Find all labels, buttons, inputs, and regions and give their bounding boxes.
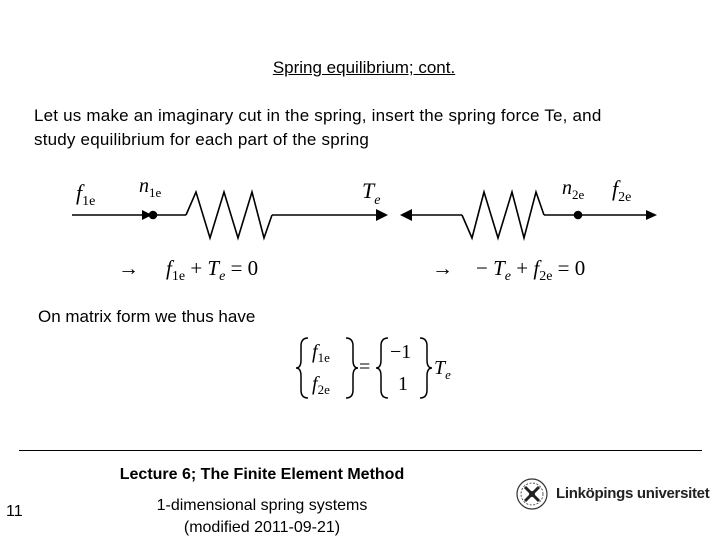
lhs-left-brace: [296, 338, 308, 398]
footer-subtitle-line-2: (modified 2011-09-21): [183, 519, 341, 536]
right-force-label: $f_{2e}$: [612, 176, 632, 205]
intro-line-1: Let us make an imaginary cut in the spring, insert the spring force Te, and: [34, 106, 602, 125]
matrix-intro-text: On matrix form we thus have: [38, 307, 256, 326]
rhs-multiplier: $T_e$: [434, 357, 451, 382]
left-spring-zigzag: [186, 192, 272, 238]
slide-title: Spring equilibrium; cont.: [272, 58, 456, 77]
spring-force-label: $T_e$: [362, 178, 381, 208]
footer-lecture-title: Lecture 6; The Finite Element Method: [119, 466, 405, 483]
intro-line-2: study equilibrium for each part of the spring: [34, 130, 370, 149]
right-spring-zigzag: [462, 192, 544, 238]
spring-force-arrowhead: [376, 209, 388, 221]
rhs-right-brace: [420, 338, 432, 398]
right-node-label: $n_{2e}$: [562, 177, 585, 202]
right-force-arrowhead: [646, 210, 657, 220]
page-number: 11: [6, 503, 23, 520]
equation-left-part: $f_{1e} + T_e = 0$: [166, 256, 259, 284]
footer-divider: [19, 450, 702, 451]
footer-subtitle-line-1: 1-dimensional spring systems: [156, 497, 368, 514]
rhs-bottom: 1: [398, 373, 408, 395]
lhs-bottom: $f_{2e}$: [312, 373, 330, 397]
footer-subtitle: [142, 495, 382, 539]
rhs-left-brace: [376, 338, 388, 398]
matrix-equation: [296, 338, 451, 398]
university-name: Linköpings universitet: [556, 485, 710, 502]
left-force-label: $f_{1e}$: [76, 180, 96, 209]
left-node-label: $n_{1e}$: [139, 175, 162, 200]
lhs-right-brace: [346, 338, 358, 398]
eq2-arrow: →: [432, 256, 453, 280]
equation-right-part: − $T_e + f_{2e} = 0$: [476, 256, 586, 284]
university-logo-icon: [517, 479, 547, 509]
eq1-arrow: →: [118, 256, 139, 280]
rhs-top: −1: [390, 341, 412, 363]
lhs-top: $f_{1e}$: [312, 341, 330, 365]
matrix-equals: =: [359, 356, 371, 378]
